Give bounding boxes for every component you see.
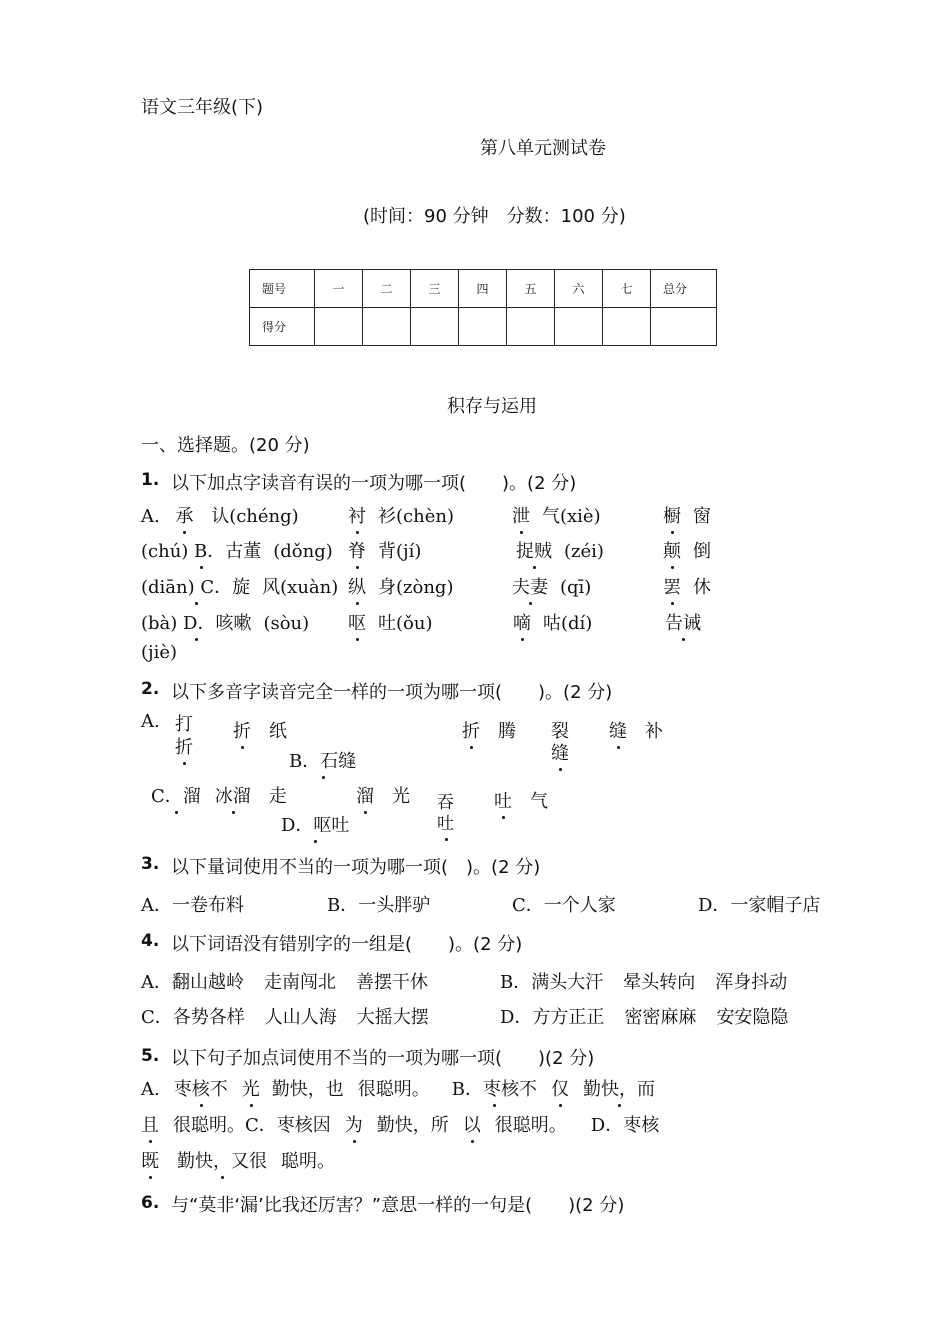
q1-line4-d [665,609,701,635]
text: 晕头转向 [623,972,696,993]
q1-number: 1. [141,470,160,490]
text: 勤快，也 [271,1079,344,1100]
q1-line4-c [513,609,592,635]
q2-b2-bottom [551,739,569,765]
dotted-char: 呕 [348,613,366,634]
q2-a1-bottom [175,733,193,759]
q1-line3-c [512,573,591,599]
score-cell[interactable] [363,308,411,346]
q4-option-d [500,1003,788,1029]
dotted-char: 颠 [663,541,681,562]
q2-number: 2. [141,679,160,699]
q4-text: 以下词语没有错别字的一组是( )。(2 分) [171,934,523,955]
q5-line2 [141,1111,659,1137]
q2-c2 [356,782,410,808]
dotted-char: 衬 [348,506,366,527]
q1-line5: (jiè) [141,642,178,663]
q3-text: 以下量词使用不当的一项为哪一项( )。(2 分) [171,857,541,878]
option-label: A. [141,506,160,527]
text: 枣核不 [173,1079,228,1100]
q3-number: 3. [141,854,160,874]
text: 吐(ǒu) [378,613,433,634]
q2-b2-top: 裂 [551,721,569,742]
text: 光 [392,786,410,807]
text: 休 [693,577,711,598]
q2-d2-bottom [437,809,454,834]
q4-option-c [141,1003,429,1029]
text: 身(zòng) [378,577,454,598]
q1-line1-c [512,502,601,528]
q3-option-a: A．一卷布料 [141,895,244,916]
q1-line1-d [663,502,711,528]
q1-line4 [141,609,309,635]
score-cell[interactable] [459,308,507,346]
text: 很聪明。C．枣核因 [173,1115,331,1136]
text: 冰溜 [214,786,251,807]
q6-text: 与“莫非‘漏’比我还厉害？”意思一样的一句是( )(2 分) [171,1195,625,1216]
dotted-char: 脊 [348,541,366,562]
score-cell-total[interactable] [651,308,717,346]
q1-line1 [141,502,299,528]
text: 气 [530,791,548,812]
q1-line2-c [516,537,604,563]
q2-d2-top: 吞 [437,793,454,813]
q5-line1 [141,1075,655,1101]
q1-line3 [141,573,338,599]
q6-number: 6. [141,1193,160,1213]
text: 走 [268,786,287,807]
text: 勤快，又很 [177,1151,267,1172]
dotted-char: 缝 [551,743,569,764]
dotted-char: 既 [141,1151,159,1172]
text: 纸 [269,721,287,742]
score-table-col: 三 [411,270,459,308]
text: 密密麻麻 [624,1007,697,1028]
q2-b [289,747,356,773]
text: D．呕吐 [281,815,350,836]
text: A. [141,1079,160,1100]
text: 背(jí) [378,541,422,562]
q2-d [281,811,349,837]
score-cell[interactable] [315,308,363,346]
text: 衫(chèn) [378,506,454,527]
dotted-char: 吐 [437,814,454,834]
text: 窗 [693,506,711,527]
text: D．方方正正 [500,1007,605,1028]
dotted-char: 告诫 [665,613,701,634]
dotted-char: 光 [241,1079,260,1100]
text: 聪明。 [281,1151,335,1172]
q4-option-a [141,968,428,994]
q1-line3-b [348,573,453,599]
text: 浑身抖动 [715,972,788,993]
text: A．翻山越岭 [141,972,244,993]
text: (dǒng) [273,541,333,562]
score-table-score-label: 得分 [250,308,315,346]
score-table-col: 一 [315,270,363,308]
score-table [249,269,717,346]
q1-line2-d [663,537,711,563]
q2-c [151,782,287,808]
dotted-char: 夫妻 [512,577,548,598]
dotted-char: 以 [462,1115,481,1136]
dotted-char: 承 [175,506,194,527]
q5-number: 5. [141,1046,160,1066]
score-table-col: 二 [363,270,411,308]
q1-line2 [141,537,333,563]
part1-heading: 一、选择题。(20 分) [141,435,310,456]
q2-text: 以下多音字读音完全一样的一项为哪一项( )。(2 分) [171,682,613,703]
q1-text: 以下加点字读音有误的一项为哪一项( )。(2 分) [171,473,577,494]
subject-label: 语文三年级(下) [141,97,264,118]
score-cell[interactable] [507,308,555,346]
text: (sòu) [263,613,310,634]
time-score-info: (时间：90 分钟 分数：100 分) [363,206,626,227]
text: 善摆干休 [356,972,428,993]
dotted-char: 捉贼 [516,541,552,562]
q2-a1-top: 打 [175,714,193,735]
text: B．石缝 [289,751,357,772]
text: 安安隐隐 [716,1007,789,1028]
text: 大摇大摆 [356,1007,429,1028]
score-table-col: 六 [555,270,603,308]
page-title: 第八单元测试卷 [480,138,606,159]
section-title: 积存与运用 [447,396,537,417]
text: 咕(dí) [543,613,593,634]
text: (chú) B．古董 [141,541,262,562]
text: (qī) [560,577,592,598]
score-cell[interactable] [555,308,603,346]
text: 很聪明。 [494,1115,567,1136]
score-table-header-row [250,270,717,308]
text: 人山人海 [264,1007,337,1028]
q2-b3 [609,717,663,743]
dotted-char: 罢 [663,577,681,598]
text: B．满头大汗 [500,972,604,993]
text: (bà) D．咳嗽 [141,613,252,634]
text: 补 [645,721,663,742]
dotted-char: 橱 [663,506,681,527]
text: (diān) C．旋 [141,577,251,598]
text: 勤快，而 [582,1079,655,1100]
q1-line2-b [348,537,421,563]
q4-number: 4. [141,931,160,951]
text: 认(chéng) [211,506,299,527]
text: C．各势各样 [141,1007,245,1028]
q2-d3 [494,787,548,813]
q5-line3 [141,1147,335,1173]
q1-line1-b [348,502,454,528]
q3-option-b: B．一头胖驴 [327,895,431,916]
dotted-char: 嘀 [513,613,531,634]
dotted-char: 缝 [609,721,627,742]
score-cell[interactable] [603,308,651,346]
score-table-col: 七 [603,270,651,308]
text: B．枣核不 [451,1079,537,1100]
text: C．溜 [151,786,201,807]
text: 风(xuàn) [262,577,339,598]
score-table-col: 四 [459,270,507,308]
q3-option-d: D．一家帽子店 [698,895,821,916]
q5-text: 以下句子加点词使用不当的一项为哪一项( )(2 分) [171,1048,595,1069]
text: D．枣核 [590,1115,660,1136]
dotted-char: 折 [175,737,193,758]
text: 倒 [693,541,711,562]
dotted-char: 仅 [550,1079,569,1100]
dotted-char: 吐 [494,791,512,812]
q1-line3-d [663,573,711,599]
text: 勤快，所 [376,1115,449,1136]
score-table-row-label: 题号 [250,270,315,308]
dotted-char: 为 [344,1115,363,1136]
q1-line4-b [348,609,432,635]
score-table-col: 五 [507,270,555,308]
text: 气(xiè) [542,506,601,527]
dotted-char: 溜 [356,786,374,807]
text: 走南闯北 [264,972,336,993]
score-cell[interactable] [411,308,459,346]
dotted-char: 折 [462,721,480,742]
q4-option-b [500,968,787,994]
text: 很聪明。 [357,1079,430,1100]
score-table-total-label: 总分 [651,270,717,308]
score-table-score-row [250,308,717,346]
q2-a3 [462,717,516,743]
dotted-char: 折 [233,721,251,742]
dotted-char: 纵 [348,577,366,598]
dotted-char: 泄 [512,506,530,527]
q2-a2 [233,717,287,743]
q2-a-label: A. [141,711,160,732]
text: 腾 [498,721,516,742]
text: (zéi) [564,541,604,562]
q3-option-c: C．一个人家 [512,895,616,916]
dotted-char: 且 [141,1115,159,1136]
